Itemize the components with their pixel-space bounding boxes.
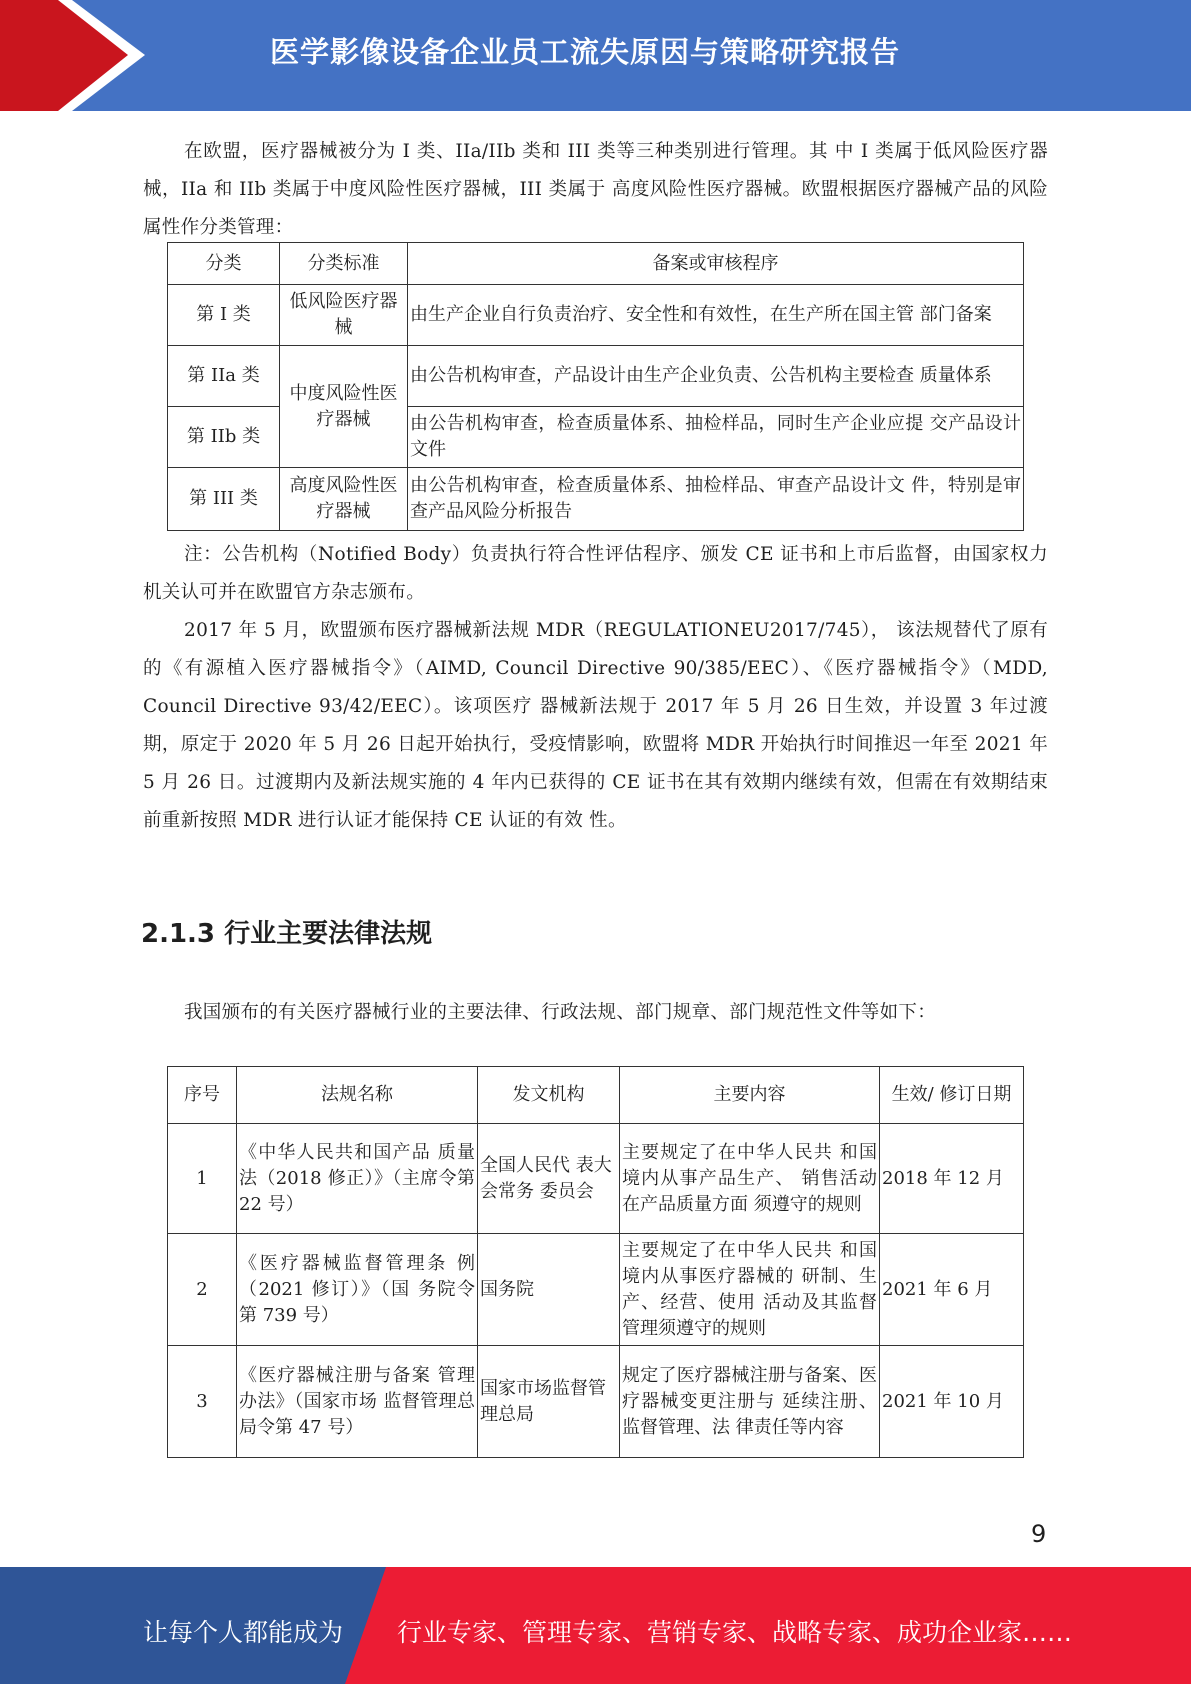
- note-paragraph: 注：公告机构（Notified Body）负责执行符合性评估程序、颁发 CE 证书和上市后监督，由国家权力机关认可并在欧盟官方杂志颁布。: [143, 544, 1048, 603]
- laws-intro-paragraph: 我国颁布的有关医疗器械行业的主要法律、行政法规、部门规章、部门规范性文件等如下：: [184, 1002, 937, 1023]
- main-content-cell: 规定了医疗器械注册与备案、医疗器械变更注册与 延续注册、监督管理、法 律责任等内容: [620, 1346, 880, 1458]
- column-header: 序号: [168, 1067, 237, 1124]
- risk-standard-cell: 中度风险性医疗器械: [280, 346, 408, 468]
- class-cell: 第 I 类: [168, 285, 280, 346]
- table-row: [168, 1346, 1024, 1458]
- procedure-cell: 由生产企业自行负责治疗、安全性和有效性，在生产所在国主管 部门备案: [408, 285, 1024, 346]
- effective-date-cell: 2021 年 10 月: [880, 1346, 1024, 1458]
- column-header: 生效/ 修订日期: [880, 1067, 1024, 1124]
- row-number-cell: 3: [168, 1346, 237, 1458]
- procedure-cell: 由公告机构审查，产品设计由生产企业负责、公告机构主要检查 质量体系: [408, 346, 1024, 407]
- report-title: 医学影像设备企业员工流失原因与策略研究报告: [270, 35, 901, 69]
- main-content-cell: 主要规定了在中华人民共 和国境内从事医疗器械的 研制、生产、经营、使用 活动及其监督管理须遵守的规则: [620, 1234, 880, 1346]
- column-header: 分类: [168, 243, 280, 285]
- table-header-row: [168, 243, 1024, 285]
- page-header: [0, 0, 1191, 111]
- table-header-row: [168, 1067, 1024, 1124]
- row-number-cell: 1: [168, 1124, 237, 1234]
- main-content-cell: 主要规定了在中华人民共 和国境内从事产品生产、 销售活动在产品质量方面 须遵守的规则: [620, 1124, 880, 1234]
- intro-paragraph: 在欧盟，医疗器械被分为 I 类、IIa/IIb 类和 III 类等三种类别进行管理。其 中 I 类属于低风险医疗器械，IIa 和 IIb 类属于中度风险性医疗器械，III 类属于 高度风险性医疗器械。欧盟根据医疗器械产品的风险属性作分类管理：: [143, 141, 1048, 238]
- header-arrow-decoration: [0, 0, 160, 111]
- page-footer: [0, 1567, 1191, 1684]
- section-heading: 2.1.3 行业主要法律法规: [141, 919, 433, 949]
- mdr-paragraph: 2017 年 5 月，欧盟颁布医疗器械新法规 MDR（REGULATIONEU2017/745）， 该法规替代了原有的《有源植入医疗器械指令》（AIMD, Council Directive 90/385/EEC）、《医疗器械指令》（MDD, Council Directive 93/42/EEC）。该项医疗 器械新法规于 2017 年 5 月 26 日生效，并设置 3 年过渡期，原定于 2020 年 5 月 26 日起开始执行，受疫情影响，欧盟将 MDR 开始执行时间推迟一年至 2021 年 5 月 26 日。过渡期内及新法规实施的 4 年内已获得的 CE 证书在其有效期内继续有效，但需在有效期结束前重新按照 MDR 进行认证才能保持 CE 认证的有效 性。: [143, 620, 1048, 831]
- class-cell: 第 IIa 类: [168, 346, 280, 407]
- column-header: 主要内容: [620, 1067, 880, 1124]
- procedure-cell: 由公告机构审查，检查质量体系、抽检样品，同时生产企业应提 交产品设计文件: [408, 407, 1024, 468]
- class-cell: 第 IIb 类: [168, 407, 280, 468]
- effective-date-cell: 2021 年 6 月: [880, 1234, 1024, 1346]
- law-name-cell: 《医疗器械注册与备案 管理办法》（国家市场 监督管理总局令第 47 号）: [237, 1346, 478, 1458]
- footer-slogan-left: 让每个人都能成为: [143, 1618, 344, 1647]
- risk-standard-cell: 高度风险性医疗器械: [280, 468, 408, 531]
- issuing-authority-cell: 国家市场监督管理总局: [478, 1346, 620, 1458]
- column-header: 分类标准: [280, 243, 408, 285]
- column-header: 发文机构: [478, 1067, 620, 1124]
- footer-slogan-right: 行业专家、管理专家、营销专家、战略专家、成功企业家……: [397, 1618, 1073, 1647]
- page-number: 9: [1031, 1520, 1047, 1548]
- law-name-cell: 《医疗器械监督管理条 例（2021 修订）》（国 务院令第 739 号）: [237, 1234, 478, 1346]
- column-header: 法规名称: [237, 1067, 478, 1124]
- class-cell: 第 III 类: [168, 468, 280, 531]
- table-row: [168, 468, 1024, 531]
- table-row: [168, 1234, 1024, 1346]
- eu-classification-table: [167, 242, 1024, 531]
- table-row: [168, 285, 1024, 346]
- table-row: [168, 346, 1024, 407]
- procedure-cell: 由公告机构审查，检查质量体系、抽检样品、审查产品设计文 件，特别是审查产品风险分析报告: [408, 468, 1024, 531]
- table-row: [168, 1124, 1024, 1234]
- risk-standard-cell: 低风险医疗器械: [280, 285, 408, 346]
- law-name-cell: 《中华人民共和国产品 质量法（2018 修正）》（主席令第 22 号）: [237, 1124, 478, 1234]
- column-header: 备案或审核程序: [408, 243, 1024, 285]
- issuing-authority-cell: 国务院: [478, 1234, 620, 1346]
- issuing-authority-cell: 全国人民代 表大会常务 委员会: [478, 1124, 620, 1234]
- effective-date-cell: 2018 年 12 月: [880, 1124, 1024, 1234]
- laws-table: [167, 1066, 1024, 1458]
- row-number-cell: 2: [168, 1234, 237, 1346]
